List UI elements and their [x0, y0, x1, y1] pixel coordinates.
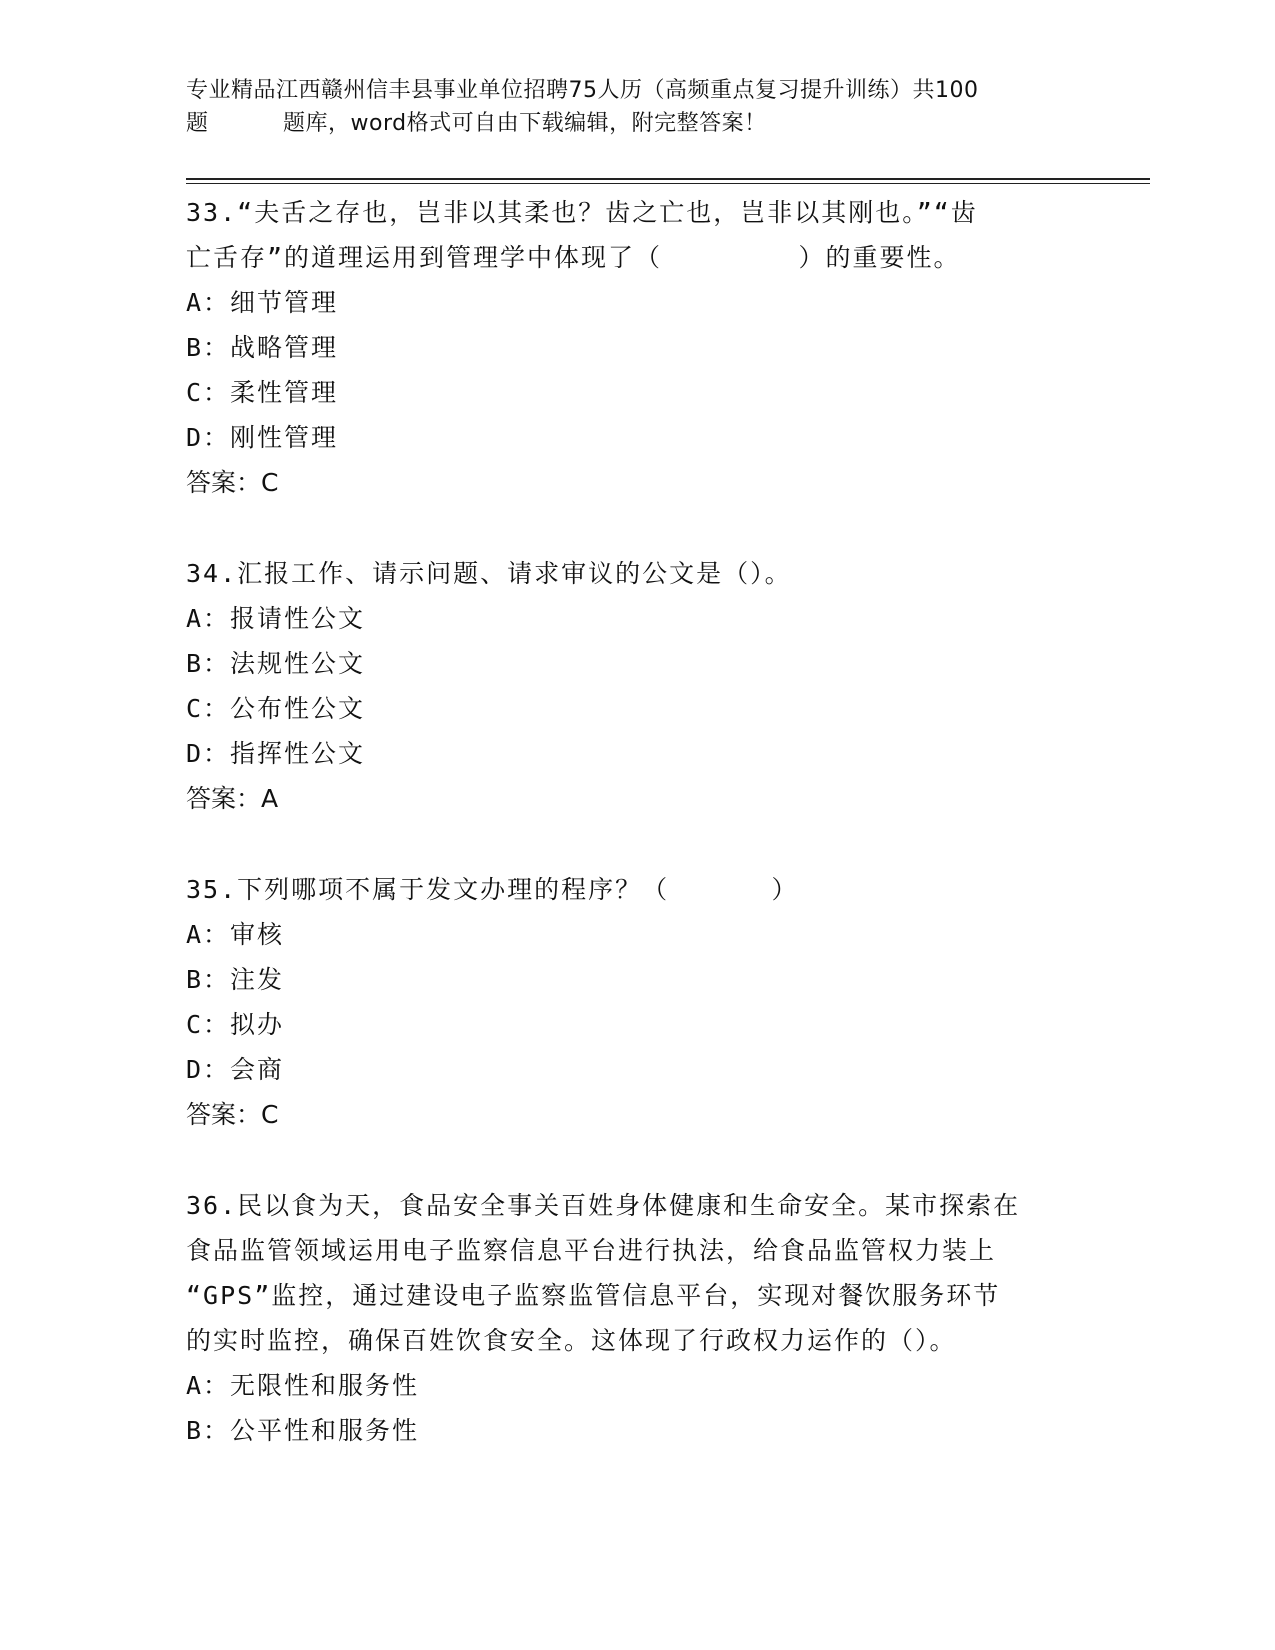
option-c: C：柔性管理 — [186, 378, 339, 407]
answer: 答案：A — [186, 784, 279, 813]
question-stem-line: 亡舌存”的道理运用到管理学中体现了（ ）的重要性。 — [186, 243, 961, 272]
question-list — [186, 190, 1086, 1499]
option-b: B：公平性和服务性 — [186, 1416, 420, 1445]
option-d: D：刚性管理 — [186, 423, 339, 452]
option-a: A：无限性和服务性 — [186, 1371, 420, 1400]
question-stem-line: 34.汇报工作、请示问题、请求审议的公文是（）。 — [186, 559, 792, 588]
question-33 — [186, 190, 1086, 505]
header-rule-thick — [186, 178, 1150, 180]
question-35 — [186, 867, 1086, 1137]
header-line-2-rest: 题库，word格式可自由下载编辑，附完整答案！ — [283, 111, 767, 136]
option-d: D：指挥性公文 — [186, 739, 366, 768]
question-34 — [186, 551, 1086, 821]
header-line-2-lead: 题 — [186, 111, 209, 136]
option-b: B：法规性公文 — [186, 649, 366, 678]
question-stem-line: 的实时监控，确保百姓饮食安全。这体现了行政权力运作的（）。 — [186, 1326, 957, 1355]
document-header — [186, 74, 1066, 140]
header-line-1: 专业精品江西赣州信丰县事业单位招聘75人历（高频重点复习提升训练）共100 — [186, 78, 979, 103]
option-a: A：细节管理 — [186, 288, 339, 317]
answer: 答案：C — [186, 1100, 279, 1129]
option-a: A：报请性公文 — [186, 604, 366, 633]
option-d: D：会商 — [186, 1055, 285, 1084]
header-rule-thin — [186, 183, 1150, 184]
option-b: B：注发 — [186, 965, 285, 994]
option-c: C：拟办 — [186, 1010, 285, 1039]
question-stem-line: 35.下列哪项不属于发文办理的程序？（ ） — [186, 875, 799, 904]
option-a: A：审核 — [186, 920, 285, 949]
answer: 答案：C — [186, 468, 279, 497]
question-stem-line: 食品监管领域运用电子监察信息平台进行执法，给食品监管权力装上 — [186, 1236, 997, 1265]
option-c: C：公布性公文 — [186, 694, 366, 723]
option-b: B：战略管理 — [186, 333, 339, 362]
header-line-2 — [186, 107, 1066, 140]
question-stem-line: 33.“夫舌之存也，岂非以其柔也？齿之亡也，岂非以其刚也。”“齿 — [186, 198, 978, 227]
question-36 — [186, 1183, 1086, 1453]
question-stem-line: 36.民以食为天，食品安全事关百姓身体健康和生命安全。某市探索在 — [186, 1191, 1021, 1220]
question-stem-line: “GPS”监控，通过建设电子监察监管信息平台，实现对餐饮服务环节 — [186, 1281, 1001, 1310]
